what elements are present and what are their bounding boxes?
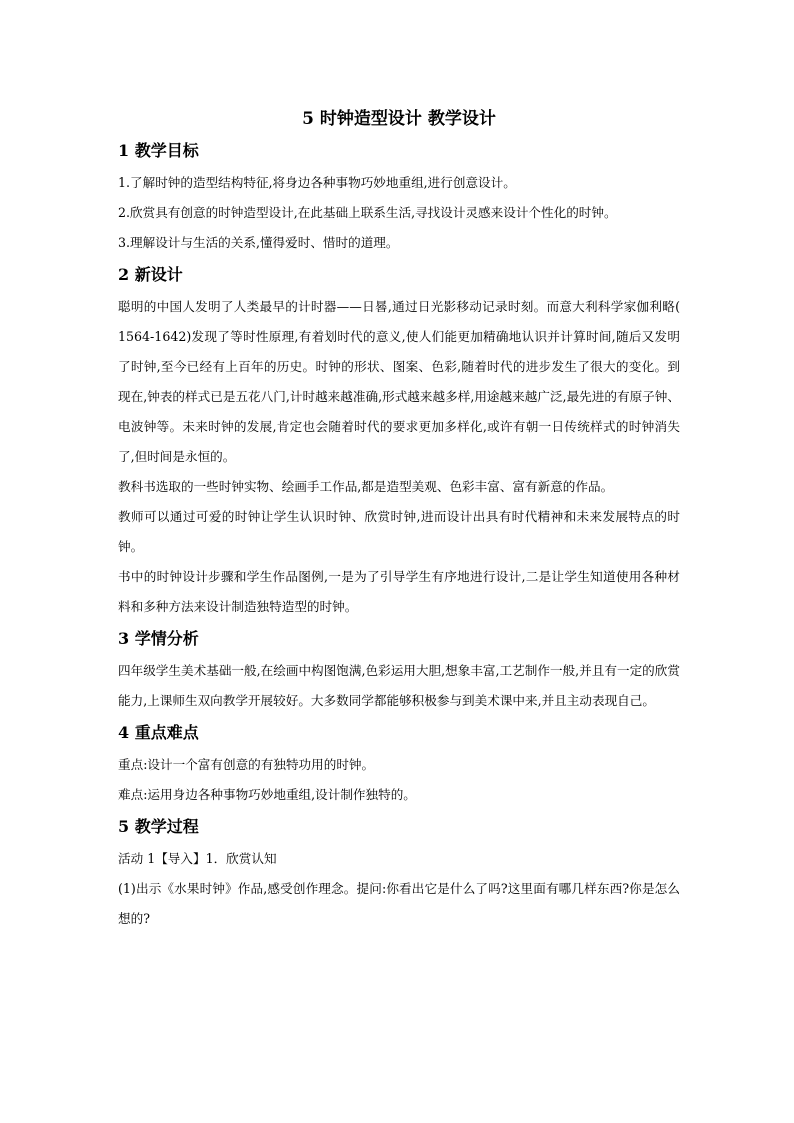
section-heading: 5 教学过程 (118, 817, 199, 836)
document-title: 5 时钟造型设计 教学设计 (302, 109, 496, 129)
section-heading: 4 重点难点 (118, 723, 199, 742)
section-heading: 3 学情分析 (118, 629, 199, 648)
paragraph: 教师可以通过可爱的时钟让学生认识时钟、欣赏时钟,进而设计出具有时代精神和未来发展特点的时钟。 (118, 509, 680, 554)
section-heading: 1 教学目标 (118, 141, 199, 160)
section-key-points (118, 722, 680, 810)
section-teaching-process (118, 816, 680, 934)
section-new-design (118, 264, 680, 622)
document-page (118, 100, 680, 934)
paragraph: 重点:设计一个富有创意的有独特功用的时钟。 (118, 757, 375, 772)
paragraph: 书中的时钟设计步骤和学生作品图例,一是为了引导学生有序地进行设计,二是让学生知道使用各种材料和多种方法来设计制造独特造型的时钟。 (118, 569, 680, 614)
paragraph: 2.欣赏具有创意的时钟造型设计,在此基础上联系生活,寻找设计灵感来设计个性化的时钟。 (118, 205, 617, 220)
paragraph: 四年级学生美术基础一般,在绘画中构图饱满,色彩运用大胆,想象丰富,工艺制作一般,并且有一定的欣赏能力,上课师生双向教学开展较好。大多数同学都能够积极参与到美术课中来,并且主动表现自己。 (118, 663, 680, 708)
section-heading: 2 新设计 (118, 265, 183, 284)
paragraph: 聪明的中国人发明了人类最早的计时器——日晷,通过日光影移动记录时刻。而意大利科学家伽利略( 1564-1642)发现了等时性原理,有着划时代的意义,使人们能更加精确地认识并计算时间,随后又发明了时钟,至今已经有上百年的历史。时钟的形状、图案、色彩,随着时代的进步发生了很大的变化。到现在,钟表的样式已是五花八门,计时越来越准确,形式越来越多样,用途越来越广泛,最先进的有原子钟、电波钟等。未来时钟的发展,肯定也会随着时代的要求更加多样化,或许有朝一日传统样式的时钟消失了,但时间是永恒的。 (118, 299, 680, 464)
section-teaching-goals (118, 140, 680, 258)
paragraph: 教科书选取的一些时钟实物、绘画手工作品,都是造型美观、色彩丰富、富有新意的作品。 (118, 479, 614, 494)
paragraph: 1.了解时钟的造型结构特征,将身边各种事物巧妙地重组,进行创意设计。 (118, 175, 516, 190)
paragraph: (1)出示《水果时钟》作品,感受创作理念。提问:你看出它是什么了吗?这里面有哪几样东西?你是怎么想的? (118, 881, 680, 926)
paragraph: 活动 1【导入】1．欣赏认知 (118, 851, 277, 866)
section-student-analysis (118, 628, 680, 716)
paragraph: 3.理解设计与生活的关系,懂得爱时、惜时的道理。 (118, 235, 399, 250)
paragraph: 难点:运用身边各种事物巧妙地重组,设计制作独特的。 (118, 787, 416, 802)
